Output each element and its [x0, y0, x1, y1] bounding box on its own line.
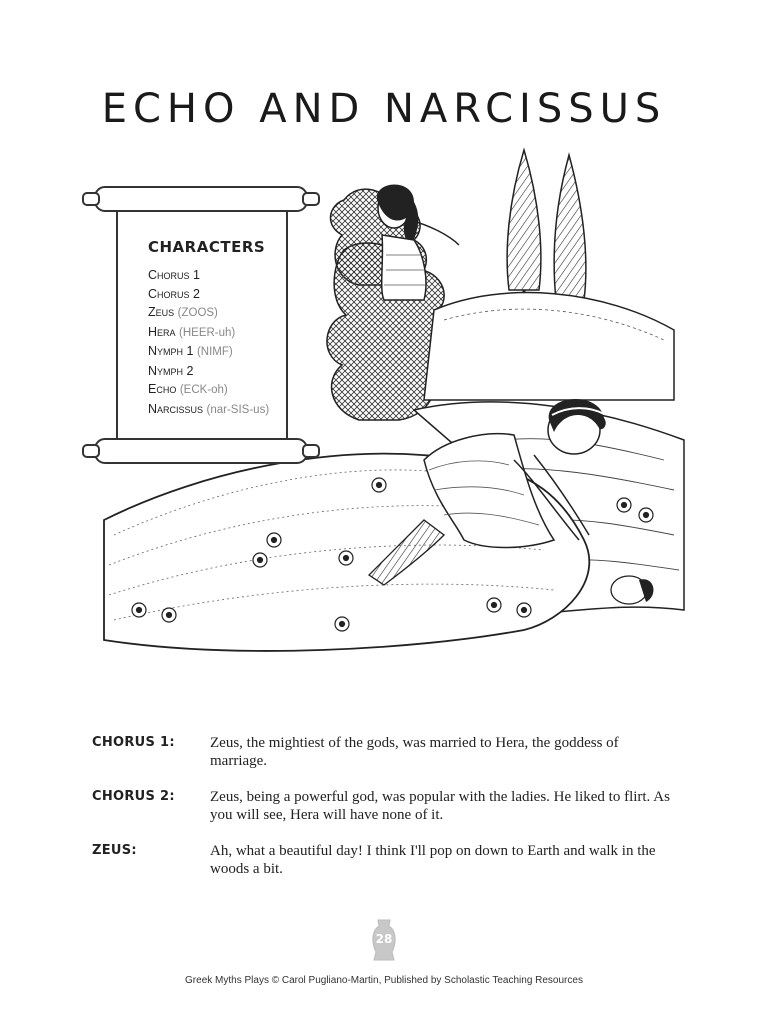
characters-scroll	[86, 180, 312, 470]
character-pronunciation: (ZOOS)	[177, 307, 218, 319]
speaker-label: ZEUS:	[92, 843, 137, 858]
scroll-bottom-roll	[94, 438, 308, 464]
character-pronunciation: (HEER-uh)	[179, 326, 236, 339]
page-number-badge	[370, 918, 398, 964]
page-footer: Greek Myths Plays © Carol Pugliano-Martin, Published by Scholastic Teaching Resources	[185, 975, 583, 986]
speaker-label: CHORUS 1:	[92, 735, 175, 750]
character-name: Chorus 2	[148, 286, 200, 301]
character-name: Echo	[148, 382, 177, 396]
scroll-knob	[302, 444, 320, 458]
character-item	[148, 323, 269, 343]
character-pronunciation: (nar-SIS-us)	[206, 403, 270, 416]
character-list	[148, 266, 269, 419]
characters-heading: CHARACTERS	[148, 238, 266, 256]
character-item	[148, 342, 269, 362]
scroll-top-roll	[94, 186, 308, 212]
character-item	[148, 362, 269, 381]
character-name: Chorus 1	[148, 268, 200, 282]
character-item	[148, 285, 269, 304]
speech-text: Zeus, the mightiest of the gods, was married to Hera, the goddess of marriage.	[210, 735, 619, 769]
character-name: Narcissus	[148, 401, 204, 416]
character-name: Nymph 2	[148, 363, 194, 378]
character-name: Zeus	[148, 305, 175, 319]
character-name: Hera	[148, 324, 176, 339]
character-pronunciation: (NIMF)	[196, 346, 233, 358]
page-title: ECHO AND NARCISSUS	[101, 86, 667, 132]
character-item	[148, 266, 269, 285]
character-item	[148, 303, 269, 323]
scroll-knob	[302, 192, 320, 206]
character-item	[148, 400, 269, 420]
dialogue-line	[92, 842, 692, 878]
character-pronunciation: (ECK-oh)	[179, 384, 228, 396]
dialogue-line	[92, 788, 692, 824]
scroll-knob	[82, 192, 100, 206]
character-item	[148, 380, 269, 400]
page-number: 28	[375, 932, 393, 946]
dialogue-line	[92, 734, 692, 770]
scroll-knob	[82, 444, 100, 458]
speaker-label: CHORUS 2:	[92, 789, 175, 804]
dialogue-section	[92, 734, 692, 896]
speech-text: Zeus, being a powerful god, was popular with the ladies. He liked to flirt. As you will see, Hera will have none of it.	[210, 789, 670, 823]
character-name: Nymph 1	[148, 344, 194, 358]
speech-text: Ah, what a beautiful day! I think I'll pop on down to Earth and walk in the woods a bit.	[210, 843, 656, 877]
